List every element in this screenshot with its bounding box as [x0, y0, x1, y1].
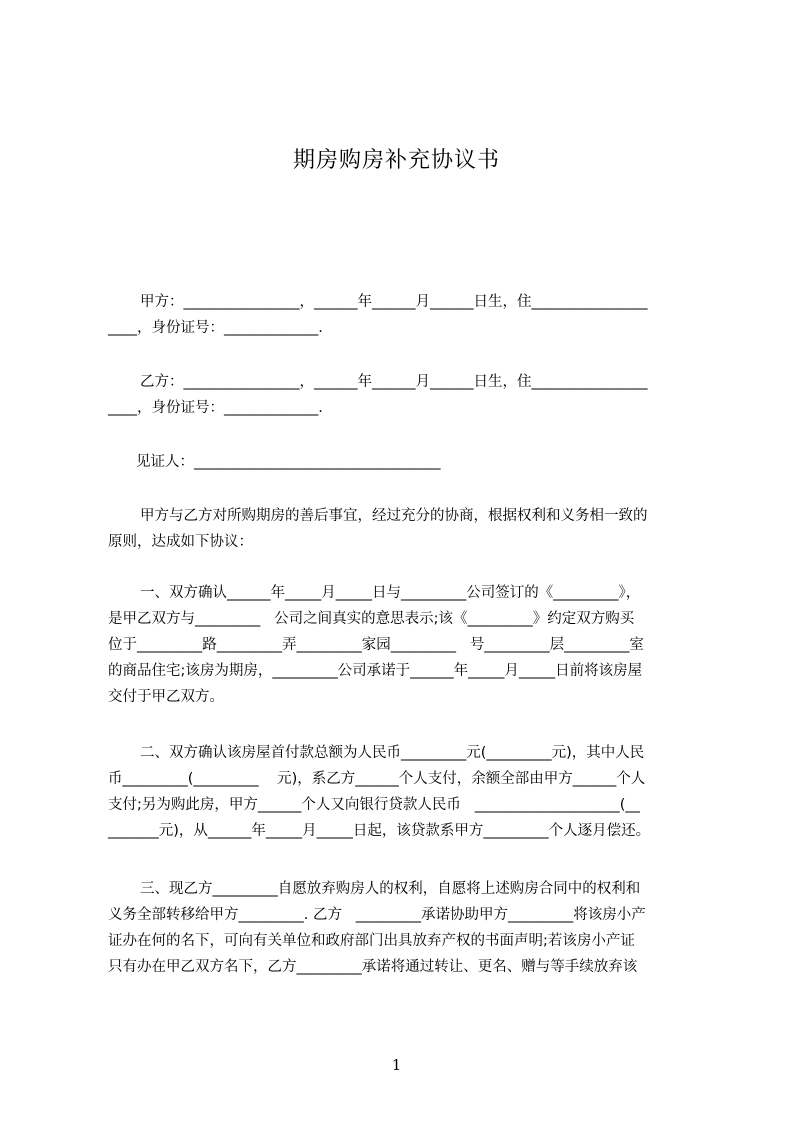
party-a-line-1: 甲方：________________，______年______月______日生，住________________ [140, 294, 648, 310]
clause1-line-1: 一、双方确认______年_____月_____日与_________公司签订的《_________》， [140, 585, 641, 601]
preamble-line-1: 甲方与乙方对所购期房的善后事宜，经过充分的协商，根据权利和义务相一致的 [140, 508, 648, 524]
party-a-line-2: ____，身份证号：_____________. [108, 320, 323, 336]
document-title: 期房购房补充协议书 [292, 148, 500, 173]
page-number: 1 [391, 1056, 402, 1074]
clause1-line-3: 位于_________路_________弄_________家园_________ 号_________层_________室 [108, 637, 644, 653]
clause3-line-2: 义务全部转移给甲方_________. 乙方 _________承诺协助甲方_________将该房小产 [108, 907, 646, 923]
clause3-line-1: 三、现乙方_________自愿放弃购房人的权利，自愿将上述购房合同中的权利和 [140, 881, 641, 897]
witness-line: 见证人：__________________________________ [136, 454, 441, 470]
clause3-line-4: 只有办在甲乙双方名下，乙方_________承诺将通过转让、更名、赠与等手续放弃该 [108, 959, 638, 975]
clause1-line-2: 是甲乙双方与_________ 公司之间真实的意思表示;该《_________》约定双方购买 [108, 611, 635, 627]
clause2-line-3: 支付;另为购此房，甲方______个人又向银行贷款人民币 ____________________(__ [108, 797, 640, 813]
clause1-line-5: 交付于甲乙双方。 [108, 689, 224, 705]
clause1-line-4: 的商品住宅;该房为期房，_________公司承诺于______年_____月_____日前将该房屋 [108, 663, 643, 679]
clause3-line-3: 证办在何的名下，可向有关单位和政府部门出具放弃产权的书面声明;若该房小产证 [108, 933, 635, 949]
party-b-line-1: 乙方：________________，______年______月______日生，住________________ [140, 374, 648, 390]
clause2-line-2: 币_________(_________ 元)，系乙方______个人支付，余额全部由甲方______个人 [108, 771, 646, 787]
party-b-line-2: ____，身份证号：_____________. [108, 400, 323, 416]
clause2-line-4: _______元)，从______年_____月_____日起，该贷款系甲方_________个人逐月偿还。 [108, 823, 651, 839]
clause2-line-1: 二、双方确认该房屋首付款总额为人民币_________元(_________元)，其中人民 [140, 745, 645, 761]
preamble-line-2: 原则，达成如下协议： [108, 534, 253, 550]
